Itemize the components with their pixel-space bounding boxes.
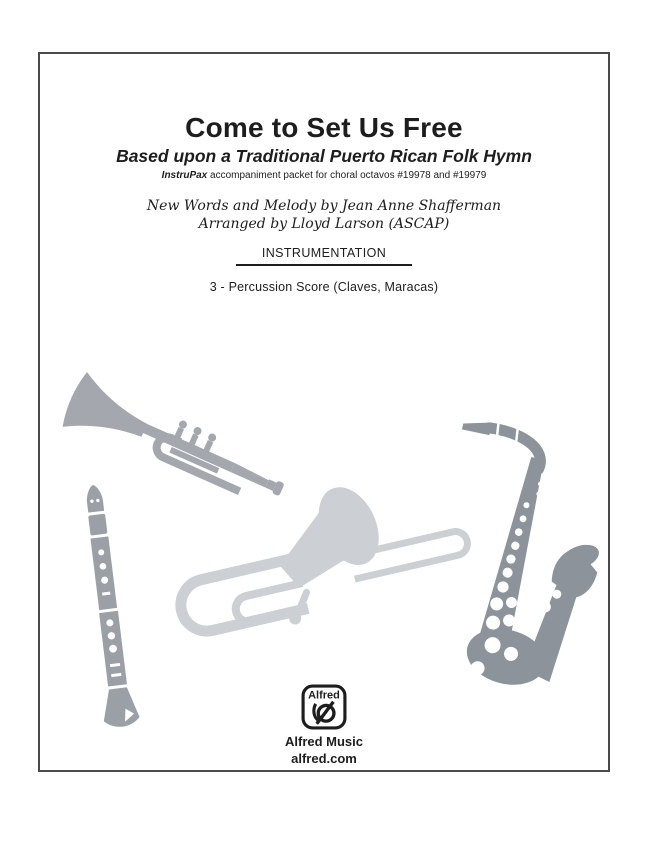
alfred-logo-text: Alfred — [308, 689, 340, 702]
instrumentation-heading: INSTRUMENTATION — [236, 246, 412, 266]
publisher-block — [38, 684, 610, 735]
instrumentation-heading-wrap — [38, 244, 610, 266]
packet-note-emphasis: InstruPax — [161, 170, 208, 181]
publisher-website: alfred.com — [291, 751, 357, 766]
instrumentation-item: 3 - Percussion Score (Claves, Maracas) — [209, 280, 439, 294]
page-title: Come to Set Us Free — [185, 112, 463, 143]
alfred-logo-icon — [301, 684, 347, 730]
credit-words-melody: New Words and Melody by Jean Anne Shafferman — [146, 198, 502, 214]
page-subtitle: Based upon a Traditional Puerto Rican Folk Hymn — [116, 146, 532, 166]
packet-note — [38, 170, 610, 181]
credit-arranger: Arranged by Lloyd Larson (ASCAP) — [198, 216, 450, 232]
publisher-name: Alfred Music — [284, 734, 363, 749]
packet-note-rest: accompaniment packet for choral octavos #19978 and #19979 — [207, 170, 487, 181]
